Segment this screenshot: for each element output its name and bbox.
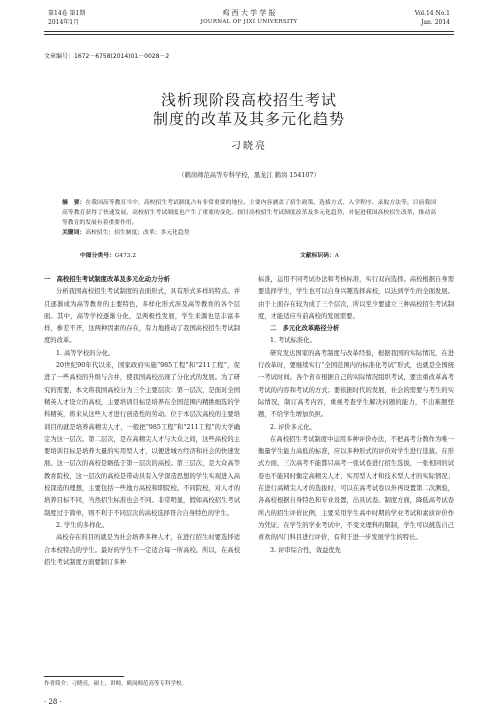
author-name: 刁晓亮: [231, 141, 267, 152]
subheading: 1. 考试标准化。: [270, 337, 316, 345]
paragraph: 研究发达国家的高考制度与改革经验，根据我国的实际情况，在进行改革时，要继续实行“全国范围内的标准化考试”形式，也就是全国统一考试时间。各个省市根据自己的实际情况组织考试，要注重改革高考考试的内容和考试的方式；要依据时代的发展，社会的需要与考生的实际情况，制订高考内容，重视考查学生解决问题的能力，不出难题怪题，不给学生增加负担。: [258, 349, 454, 419]
keywords-text: 高校招生；招生制度；改革；多元化趋势: [85, 230, 190, 236]
body-column-right: [258, 274, 454, 557]
paragraph: 分析我国高校招生考试制度的表面形式，具有形式多样的特点。并且逐渐成为高等教育的主要特色，多样化形式涉及高等教育的各个层面。其中，高等学校逐渐分化，呈两极性发展，学生来源也是丰富多样，参差不齐，这两种因素的存在，有力地推动了我国高校招生考试制度的改革。: [44, 288, 240, 345]
abstract-block: [62, 198, 436, 238]
clc-value: G473.2: [114, 253, 137, 259]
paragraph: 在高校招生考试制度中运用多种评价办法，不把高考分数作为唯一衡量学生能力高低的标准，应以多种形式的评价对学生进行选拔。在形式方面，三次高考不能都只高考一张试卷进行招生选拔，一张相同的试卷也不能同时衡定高精尖人才、实用型人才和技术型人才的实际情况；在进行高精尖人才的选拔时，可以在高考试卷以外再设置第二次测验，各高校根据自身特色和专业设置，出具试卷。制度方面，降低高考试卷所占的招生评价比例，主要采用学生高中时期的学业考试和素质评价作为凭证，在学生的学业考试中，不变文理科的限制，学生可以挑选自己喜欢的四门科目进行评价，有利于进一步发展学生的特长。: [258, 435, 454, 542]
author-affiliation: （鹤岗师范高等专科学校，黑龙江 鹤岗 154107）: [178, 172, 320, 179]
footnote-rule: [44, 676, 124, 677]
abstract: [62, 198, 436, 228]
section-heading: 一 高校招生考试制度改革及多元化动力分析: [44, 276, 170, 283]
journal-name-cn: 鸡 西 大 学 学 报: [222, 9, 276, 17]
clc-number: [80, 250, 136, 259]
document-code: [300, 250, 339, 259]
title-line-1: 浅析现阶段高校招生考试: [160, 91, 337, 109]
paragraph: 标准，运用不同考试办法和考核标准，实行双向选择。高校根据自身需要选择学生，学生也可以自身兴趣选择高校，以达到学生的全面发展。由于上面存在较为成了三个层次，所以至少要建立三种高校招生考试制度，才能适应当前高校的发展需要。: [258, 276, 454, 320]
subheading: 2. 学生的多样化。: [56, 521, 109, 529]
header-volume-en: Vol.14 No.1: [414, 10, 450, 17]
paragraph: 20世纪90年代以来，国家政府实施“985工程”和“211工程”，促进了一些高校的升级与合并，使我国高校出现了分化式的发展。为了研究的需要，本文将我国高校分为三个主要层次：第一层次，是面对全国精英人才设立的高校，主要培训目标是培养在全国范围内精挑细选的学科精英，将来从这些人才进行创造性的劳动。位于本层次高校的主要培训目的就是培养高精尖人才，一般把“985工程”和“211工程”的大学确定为这一层次。第二层次，是在高精尖人才与大众之间，这些高校的主要培训目标是培养大量的实用型人才，以便进城方经济和社会的快速发展。这一层次的高校是略低于第一层次的高校。第三层次，是大众高等教育院校，这一层次的高校是带动具有入学深造思想的学生实现进入高校深造的理想，主要包括一些地方高校和职院校。不同院校，对人才的培养目标不同，当然招生标准也会不同。非常明显，假如高校招生考试制度过于简单，则不利于不同层次的高校选择符合自身特色的学生。: [44, 362, 240, 517]
subheading: 3. 评审综合性，效益优先: [270, 546, 341, 554]
header-rule-thin: [44, 34, 454, 35]
title-line-2: 制度的改革及其多元化趋势: [152, 110, 345, 128]
subheading: 1. 高等学校的分化。: [56, 349, 115, 357]
article-title: [0, 91, 498, 129]
header-volume: 第14卷 第1期: [48, 10, 86, 17]
header-rule-thick: [44, 31, 454, 32]
journal-name-en: JOURNAL OF JIXI UNIVERSITY: [200, 19, 298, 25]
body-column-left: [44, 274, 240, 569]
doc-code-label: 文献标识码：: [300, 253, 335, 259]
article-number: 文章编号：1672－6758(2014)01－0028－2: [44, 53, 170, 60]
author-footnote: 作者简介：刁晓亮，硕士，讲师，鹤岗师范高等专科学校。: [44, 681, 188, 687]
paragraph: 高校存在的目的就是为社会培养多种人才，在进行招生时要选择适合本校特点的学生。最好的学生不一定适合每一所高校。所以，在高校招生考试制度方面要制订多种: [44, 534, 240, 566]
keywords-label: 关键词：: [62, 230, 86, 236]
subheading: 2. 评价多元化。: [270, 423, 316, 431]
keywords: [62, 228, 436, 238]
page-number: · 28 ·: [44, 698, 62, 706]
header-date: 2014年1月: [48, 19, 80, 26]
abstract-label: 摘 要：: [62, 200, 86, 206]
doc-code-value: A: [334, 253, 339, 259]
clc-label: 中图分类号：: [80, 253, 115, 259]
section-heading: 二 多元化改革路径分析: [270, 325, 340, 333]
header-date-en: Jan. 2014: [421, 19, 450, 26]
abstract-text: 在我国高等教育当中，高校招生考试制度占有非常重要的地位。主要内容涵盖了招生政策、选拔方式、入学程序、录取方法等。目前我国高等教育获得了快速发展，高校招生考试制度也产生了重要的变化。探讨高校招生考试制度改革及多元化趋势，对促进我国高校招生改革，推动高等教育的发展有着重要作用。: [62, 200, 436, 226]
header-issue-en: [415, 9, 450, 27]
